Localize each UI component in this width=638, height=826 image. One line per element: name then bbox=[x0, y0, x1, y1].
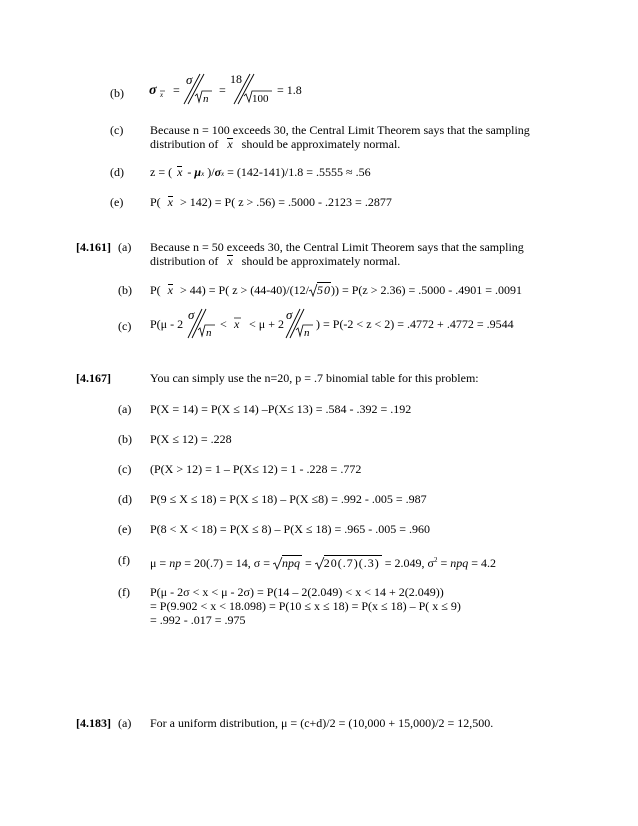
probability-xbar-142: P( x > 142) = P( z > .56) = .5000 - .2123 = .2877 bbox=[150, 195, 392, 209]
mean-sd-formula: μ = np = 20(.7) = 14, σ = npq = 20(.7)(.3) = 2.049, $\sigma^2$ = npq = 4.2 bbox=[150, 556, 497, 570]
clt-text-line-2: distribution of x should be approximately normal. bbox=[150, 137, 401, 151]
svg-text:σ: σ bbox=[286, 307, 293, 322]
answer-a: P(X = 14) = P(X ≤ 14) –P(X≤ 13) = .584 - .392 = .192 bbox=[150, 402, 412, 416]
clt-text-line-1: Because n = 100 exceeds 30, the Central Limit Theorem says that the sampling bbox=[150, 123, 530, 137]
xbar-symbol: x bbox=[177, 165, 183, 179]
n-denominator: n bbox=[203, 93, 209, 105]
xbar-symbol: x bbox=[167, 195, 173, 209]
sqrt-npq: npq bbox=[273, 556, 302, 570]
numerator-18: 18 bbox=[230, 72, 242, 86]
item-label-e: (e) bbox=[118, 522, 132, 536]
svg-text:<: < bbox=[220, 317, 227, 331]
svg-text:x: x bbox=[234, 317, 240, 331]
clt-text-line-1: Because n = 50 exceeds 30, the Central Limit Theorem says that the sampling bbox=[150, 240, 524, 254]
svg-text:n: n bbox=[206, 327, 212, 339]
interval-formula bbox=[148, 306, 538, 340]
item-label-f: (f) bbox=[118, 553, 130, 567]
xbar-subscript: x bbox=[160, 91, 164, 99]
sigma-xbar-formula bbox=[146, 70, 316, 106]
item-label-a: (a) bbox=[118, 402, 132, 416]
denominator-100: 100 bbox=[252, 93, 269, 105]
probability-xbar-44: P( x > 44) = P( z > (44-40)/(12/ 50)) = P(z > 2.36) = .5000 - .4901 = .0091 bbox=[150, 283, 523, 297]
svg-text:) = P(-2 < z < 2) = .4772 + .: ) = P(-2 < z < 2) = .4772 + .4772 = .9544 bbox=[316, 317, 514, 331]
item-label-c: (c) bbox=[110, 123, 124, 137]
problem-number-4161: [4.161] bbox=[76, 240, 111, 254]
interval-line-1: P(μ - 2σ < x < μ - 2σ) = P(14 – 2(2.049) < x < 14 + 2(2.049)) bbox=[150, 585, 444, 599]
interval-line-2: = P(9.902 < x < 18.098) = P(10 ≤ x ≤ 18) = P(x ≤ 18) – P( x ≤ 9) bbox=[150, 599, 461, 613]
answer-e: P(8 < X < 18) = P(X ≤ 8) – P(X ≤ 18) = .965 - .005 = .960 bbox=[150, 522, 431, 536]
sigma-numerator: σ bbox=[186, 72, 193, 87]
interval-line-3: = .992 - .017 = .975 bbox=[150, 613, 246, 627]
uniform-mean-text: For a uniform distribution, μ = (c+d)/2 = (10,000 + 15,000)/2 = 12,500. bbox=[150, 716, 494, 730]
item-label-e: (e) bbox=[110, 195, 124, 209]
item-label-a: (a) bbox=[118, 716, 132, 730]
result-value: = 1.8 bbox=[277, 83, 302, 97]
problem-number-4167: [4.167] bbox=[76, 371, 111, 385]
svg-text:n: n bbox=[304, 327, 310, 339]
svg-text:σ: σ bbox=[188, 307, 195, 322]
xbar-symbol: x bbox=[227, 254, 233, 268]
sqrt-50: 50 bbox=[309, 283, 331, 297]
problem-number-4183: [4.183] bbox=[76, 716, 111, 730]
xbar-symbol: x bbox=[227, 137, 233, 151]
answer-c: (P(X > 12) = 1 – P(X≤ 12) = 1 - .228 = .772 bbox=[150, 462, 362, 476]
item-label-c: (c) bbox=[118, 319, 132, 333]
item-label-d: (d) bbox=[110, 165, 124, 179]
svg-text:< μ + 2: < μ + 2 bbox=[249, 317, 284, 331]
clt-text-line-2: distribution of x should be approximately normal. bbox=[150, 254, 401, 268]
xbar-symbol: x bbox=[167, 283, 173, 297]
item-label-a: (a) bbox=[118, 240, 132, 254]
z-score-formula: z = ( x - μx )/σx = (142-141)/1.8 = .5555 ≈ .56 bbox=[150, 165, 371, 179]
item-label-d: (d) bbox=[118, 492, 132, 506]
problem-intro: You can simply use the n=20, p = .7 binomial table for this problem: bbox=[150, 371, 479, 385]
sqrt-20-07-03: 20(.7)(.3) bbox=[315, 556, 382, 570]
item-label-b: (b) bbox=[118, 283, 132, 297]
item-label-b: (b) bbox=[118, 432, 132, 446]
equals-sign-2: = bbox=[219, 83, 226, 97]
answer-d: P(9 ≤ X ≤ 18) = P(X ≤ 18) – P(X ≤8) = .992 - .005 = .987 bbox=[150, 492, 427, 506]
answer-b: P(X ≤ 12) = .228 bbox=[150, 432, 232, 446]
item-label-b: (b) bbox=[110, 86, 124, 100]
equals-sign-1: = bbox=[173, 83, 180, 97]
item-label-f: (f) bbox=[118, 585, 130, 599]
item-label-c: (c) bbox=[118, 462, 132, 476]
svg-text:P(μ - 2: P(μ - 2 bbox=[150, 317, 184, 331]
sigma-symbol: σ bbox=[149, 83, 157, 98]
